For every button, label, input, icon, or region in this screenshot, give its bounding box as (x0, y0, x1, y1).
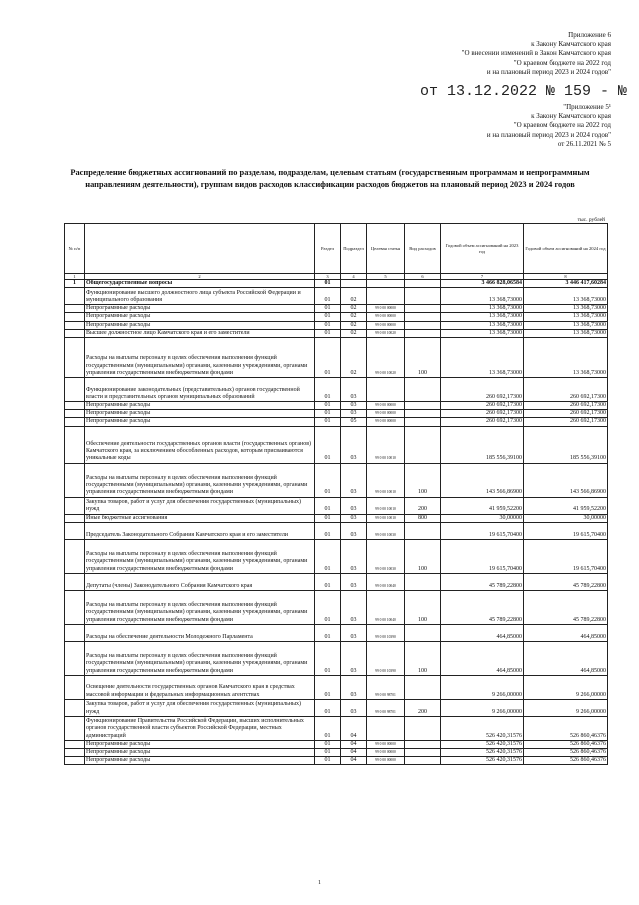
row-expense-type (405, 749, 441, 757)
row-target-article: 99 0 00 10010 (367, 514, 405, 522)
table-row (65, 497, 608, 514)
row-expense-type (405, 757, 441, 765)
row-section: 01 (315, 313, 341, 321)
table-row (65, 378, 608, 402)
row-section: 01 (315, 641, 341, 675)
row-section: 01 (315, 699, 341, 716)
row-amount-2023: 45 789,22800 (441, 573, 524, 590)
row-amount-2024: 30,00000 (524, 514, 608, 522)
row-subsection: 02 (341, 321, 367, 329)
header-line: "О краевом бюджете на 2022 год (513, 58, 611, 67)
row-name: Функционирование высшего должностного лица субъекта Российской Федерации и муниципального образования (85, 288, 315, 305)
row-subsection: 02 (341, 305, 367, 313)
row-amount-2024: 260 692,17300 (524, 418, 608, 426)
row-name: Функционирование Правительства Российской Федерации, высших исполнительных органов государственной власти субъектов Российской Федерации, местных администраций (85, 716, 315, 740)
row-name: Обеспечение деятельности государственных органов власти (государственных органов) Камчатского края, за исключением обособленных расходов, которым присваиваются уникальные коды (85, 426, 315, 463)
row-name: Депутаты (члены) Законодательного Собрания Камчатского края (85, 573, 315, 590)
appendix-sub-header (487, 103, 611, 149)
row-expense-type (405, 402, 441, 410)
table-header-row (65, 224, 608, 274)
row-target-article: 99 0 00 10390 (367, 624, 405, 641)
row-target-article: 99 0 00 00000 (367, 418, 405, 426)
row-amount-2023: 9 266,00000 (441, 699, 524, 716)
row-target-article: 99 0 00 00000 (367, 305, 405, 313)
row-expense-type: 200 (405, 497, 441, 514)
table-row (65, 338, 608, 378)
row-amount-2023: 41 959,52200 (441, 497, 524, 514)
row-section: 01 (315, 426, 341, 463)
row-number (65, 338, 85, 378)
row-expense-type (405, 321, 441, 329)
header-line: и на плановый период 2023 и 2024 годов" (486, 130, 611, 139)
budget-allocation-table (64, 223, 608, 765)
col-header-2024: Годовой объем ассигнований на 2024 год (524, 224, 608, 274)
row-expense-type (405, 740, 441, 748)
row-number (65, 410, 85, 418)
row-number (65, 573, 85, 590)
row-subsection: 05 (341, 418, 367, 426)
row-subsection: 04 (341, 757, 367, 765)
row-target-article: 99 0 00 10030 (367, 522, 405, 539)
row-amount-2024: 464,85000 (524, 624, 608, 641)
row-name: Непрограммные расходы (85, 410, 315, 418)
row-amount-2023: 13 368,73000 (441, 288, 524, 305)
row-name: Закупка товаров, работ и услуг для обеспечения государственных (муниципальных) нужд (85, 497, 315, 514)
row-amount-2024: 185 556,39100 (524, 426, 608, 463)
row-name: Расходы на выплаты персоналу в целях обеспечения выполнения функций государственными (муниципальными) органами, казенными учреждениями, органами управления государственными внебюджетными фондами (85, 338, 315, 378)
row-number (65, 740, 85, 748)
row-number (65, 522, 85, 539)
row-subsection: 03 (341, 641, 367, 675)
row-amount-2023: 9 266,00000 (441, 675, 524, 699)
row-expense-type (405, 573, 441, 590)
row-section: 01 (315, 675, 341, 699)
table-row (65, 624, 608, 641)
row-expense-type (405, 418, 441, 426)
row-amount-2024: 260 692,17300 (524, 378, 608, 402)
row-section: 01 (315, 463, 341, 497)
row-target-article: 99 0 00 10390 (367, 641, 405, 675)
row-target-article: 99 0 00 10040 (367, 590, 405, 624)
row-subsection (341, 280, 367, 288)
header-line: к Закону Камчатского края (531, 40, 611, 49)
row-subsection: 03 (341, 675, 367, 699)
row-amount-2024: 526 860,46376 (524, 740, 608, 748)
row-expense-type: 800 (405, 514, 441, 522)
row-name: Расходы на выплаты персоналу в целях обеспечения выполнения функций государственными (муниципальными) органами, казенными учреждениями, органами управления государственными внебюджетными фондами (85, 641, 315, 675)
row-expense-type (405, 675, 441, 699)
row-amount-2024: 19 615,70400 (524, 539, 608, 573)
row-target-article: 99 0 00 10010 (367, 463, 405, 497)
table-row (65, 321, 608, 329)
header-line: от 26.11.2021 № 5 (557, 139, 611, 148)
row-subsection: 03 (341, 522, 367, 539)
row-amount-2023: 260 692,17300 (441, 402, 524, 410)
row-number (65, 699, 85, 716)
row-name: Функционирование законодательных (представительных) органов государственной власти и представительных органов муниципальных образований (85, 378, 315, 402)
row-target-article: 99 0 00 00000 (367, 402, 405, 410)
row-amount-2024: 41 959,52200 (524, 497, 608, 514)
row-number (65, 418, 85, 426)
row-expense-type (405, 305, 441, 313)
row-amount-2023: 19 615,70400 (441, 539, 524, 573)
row-amount-2023: 464,85000 (441, 641, 524, 675)
row-amount-2024: 526 860,46376 (524, 749, 608, 757)
row-subsection: 03 (341, 378, 367, 402)
row-subsection: 03 (341, 539, 367, 573)
row-section: 01 (315, 716, 341, 740)
row-target-article: 99 0 00 10040 (367, 573, 405, 590)
row-amount-2023: 45 789,22800 (441, 590, 524, 624)
col-number: 3 (315, 274, 341, 280)
row-section: 01 (315, 418, 341, 426)
col-header-2023: Годовой объем ассигнований на 2023 год (441, 224, 524, 274)
units-label: тыс. рублей (577, 217, 605, 223)
row-section: 01 (315, 378, 341, 402)
row-target-article: 99 0 00 00000 (367, 757, 405, 765)
col-number: 7 (441, 274, 524, 280)
row-amount-2024: 19 615,70400 (524, 522, 608, 539)
row-expense-type (405, 624, 441, 641)
row-section: 01 (315, 757, 341, 765)
row-subsection: 04 (341, 749, 367, 757)
row-section: 01 (315, 410, 341, 418)
row-amount-2023: 526 420,31576 (441, 757, 524, 765)
table-row (65, 522, 608, 539)
row-target-article: 99 0 00 00000 (367, 749, 405, 757)
row-amount-2023: 13 368,73000 (441, 313, 524, 321)
row-amount-2023: 526 420,31576 (441, 716, 524, 740)
header-line: к Закону Камчатского края (531, 112, 611, 121)
row-expense-type (405, 410, 441, 418)
row-name: Непрограммные расходы (85, 402, 315, 410)
col-number: 2 (85, 274, 315, 280)
row-expense-type (405, 716, 441, 740)
row-amount-2024: 13 368,73000 (524, 338, 608, 378)
row-amount-2024: 143 566,86900 (524, 463, 608, 497)
appendix-header (462, 31, 611, 77)
row-subsection: 03 (341, 410, 367, 418)
col-header-section: Раздел (315, 224, 341, 274)
row-expense-type (405, 329, 441, 337)
row-target-article: 99 0 00 00000 (367, 313, 405, 321)
table-row (65, 418, 608, 426)
row-subsection: 02 (341, 313, 367, 321)
row-name: Непрограммные расходы (85, 418, 315, 426)
row-subsection: 03 (341, 573, 367, 590)
table-row (65, 757, 608, 765)
row-subsection: 03 (341, 699, 367, 716)
row-subsection: 02 (341, 288, 367, 305)
row-amount-2024: 3 446 417,60284 (524, 280, 608, 288)
row-amount-2024: 13 368,73000 (524, 321, 608, 329)
row-number (65, 402, 85, 410)
row-number (65, 321, 85, 329)
row-section: 01 (315, 329, 341, 337)
row-expense-type (405, 426, 441, 463)
row-target-article (367, 280, 405, 288)
row-subsection: 03 (341, 624, 367, 641)
row-name: Иные бюджетные ассигнования (85, 514, 315, 522)
col-header-expense-type: Вид расходов (405, 224, 441, 274)
row-section: 01 (315, 573, 341, 590)
row-name: Освещение деятельности государственных органов Камчатского края в средствах массовой информации и федеральных информационных агентствах (85, 675, 315, 699)
header-line: и на плановый период 2023 и 2024 годов" (486, 67, 611, 76)
row-name: Председатель Законодательного Собрания Камчатского края и его заместители (85, 522, 315, 539)
row-amount-2024: 13 368,73000 (524, 329, 608, 337)
row-number (65, 757, 85, 765)
col-header-name (85, 224, 315, 274)
row-amount-2023: 526 420,31576 (441, 740, 524, 748)
row-number (65, 463, 85, 497)
table-row (65, 749, 608, 757)
row-number (65, 426, 85, 463)
table-row (65, 573, 608, 590)
row-amount-2023: 3 466 828,06584 (441, 280, 524, 288)
row-amount-2023: 464,85000 (441, 624, 524, 641)
col-header-target-article: Целевая статья (367, 224, 405, 274)
col-number: 5 (367, 274, 405, 280)
row-amount-2024: 260 692,17300 (524, 410, 608, 418)
row-name: Закупка товаров, работ и услуг для обеспечения государственных (муниципальных) нужд (85, 699, 315, 716)
row-target-article: 99 0 00 98701 (367, 675, 405, 699)
row-section: 01 (315, 749, 341, 757)
law-date-number: от 13.12.2022 № 159 - № (420, 83, 628, 100)
table-row (65, 280, 608, 288)
row-number (65, 514, 85, 522)
row-name: Непрограммные расходы (85, 313, 315, 321)
row-name: Расходы на выплаты персоналу в целях обеспечения выполнения функций государственными (муниципальными) органами, казенными учреждениями, органами управления государственными внебюджетными фондами (85, 590, 315, 624)
row-amount-2024: 13 368,73000 (524, 288, 608, 305)
table-row (65, 426, 608, 463)
row-subsection: 03 (341, 402, 367, 410)
row-amount-2023: 13 368,73000 (441, 329, 524, 337)
row-expense-type (405, 313, 441, 321)
row-subsection: 04 (341, 716, 367, 740)
row-name: Непрограммные расходы (85, 305, 315, 313)
row-name: Расходы на выплаты персоналу в целях обеспечения выполнения функций государственными (муниципальными) органами, казенными учреждениями, органами управления государственными внебюджетными фондами (85, 539, 315, 573)
row-amount-2024: 526 860,46376 (524, 716, 608, 740)
row-expense-type: 100 (405, 641, 441, 675)
row-number (65, 675, 85, 699)
table-row (65, 329, 608, 337)
row-expense-type: 200 (405, 699, 441, 716)
row-section: 01 (315, 522, 341, 539)
row-amount-2023: 13 368,73000 (441, 321, 524, 329)
table-row (65, 402, 608, 410)
row-expense-type (405, 280, 441, 288)
row-subsection: 02 (341, 329, 367, 337)
table-row (65, 740, 608, 748)
row-name: Непрограммные расходы (85, 757, 315, 765)
row-amount-2023: 143 566,86900 (441, 463, 524, 497)
row-subsection: 02 (341, 338, 367, 378)
col-header-number: № п/п (65, 224, 85, 274)
row-name: Непрограммные расходы (85, 321, 315, 329)
table-row (65, 313, 608, 321)
table-row (65, 514, 608, 522)
row-section: 01 (315, 740, 341, 748)
row-target-article (367, 378, 405, 402)
table-row (65, 699, 608, 716)
row-subsection: 04 (341, 740, 367, 748)
row-number (65, 497, 85, 514)
row-number: 1 (65, 280, 85, 288)
row-expense-type (405, 378, 441, 402)
row-name: Расходы на обеспечение деятельности Молодежного Парламента (85, 624, 315, 641)
row-number (65, 641, 85, 675)
row-expense-type: 100 (405, 590, 441, 624)
row-target-article: 99 0 00 10010 (367, 426, 405, 463)
row-target-article: 99 0 00 00000 (367, 740, 405, 748)
row-amount-2023: 19 615,70400 (441, 522, 524, 539)
row-section: 01 (315, 321, 341, 329)
row-amount-2024: 45 789,22800 (524, 573, 608, 590)
page-number: 1 (318, 880, 321, 886)
row-amount-2023: 13 368,73000 (441, 338, 524, 378)
row-subsection: 03 (341, 514, 367, 522)
table-row (65, 305, 608, 313)
row-expense-type: 100 (405, 463, 441, 497)
row-target-article: 99 0 00 10030 (367, 539, 405, 573)
row-subsection: 03 (341, 497, 367, 514)
col-number: 1 (65, 274, 85, 280)
row-number (65, 378, 85, 402)
row-number (65, 329, 85, 337)
row-name: Общегосударственные вопросы (85, 280, 315, 288)
table-row (65, 410, 608, 418)
row-number (65, 288, 85, 305)
header-line: "О внесении изменений в Закон Камчатского края (461, 49, 611, 58)
row-target-article: 99 0 00 98701 (367, 699, 405, 716)
row-number (65, 749, 85, 757)
row-amount-2024: 464,85000 (524, 641, 608, 675)
row-expense-type (405, 522, 441, 539)
row-number (65, 539, 85, 573)
row-section: 01 (315, 402, 341, 410)
table-row (65, 463, 608, 497)
row-section: 01 (315, 514, 341, 522)
col-number: 6 (405, 274, 441, 280)
row-name: Непрограммные расходы (85, 749, 315, 757)
col-number: 8 (524, 274, 608, 280)
row-section: 01 (315, 497, 341, 514)
row-target-article: 99 0 00 10020 (367, 329, 405, 337)
document-title: Распределение бюджетных ассигнований по разделам, подразделам, целевым статьям (государственным программам и непрограммным направлениям деятельности), группам видов расходов классификации расходов бюджетов на плановый период 2023 и 2024 годов (70, 168, 590, 189)
row-section: 01 (315, 288, 341, 305)
row-number (65, 590, 85, 624)
row-expense-type: 100 (405, 338, 441, 378)
table-row (65, 539, 608, 573)
row-number (65, 716, 85, 740)
col-header-subsection: Подраздел (341, 224, 367, 274)
row-target-article (367, 288, 405, 305)
row-section: 01 (315, 305, 341, 313)
row-amount-2023: 260 692,17300 (441, 418, 524, 426)
row-target-article: 99 0 00 10020 (367, 338, 405, 378)
row-name: Высшее должностное лицо Камчатского края и его заместители (85, 329, 315, 337)
row-amount-2024: 13 368,73000 (524, 305, 608, 313)
table-row (65, 590, 608, 624)
row-amount-2024: 45 789,22800 (524, 590, 608, 624)
row-number (65, 624, 85, 641)
row-section: 01 (315, 280, 341, 288)
row-amount-2024: 260 692,17300 (524, 402, 608, 410)
row-amount-2024: 9 266,00000 (524, 699, 608, 716)
row-expense-type (405, 288, 441, 305)
table-row (65, 675, 608, 699)
row-subsection: 03 (341, 590, 367, 624)
header-line: "Приложение 5¹ (563, 103, 611, 111)
row-name: Непрограммные расходы (85, 740, 315, 748)
col-number: 4 (341, 274, 367, 280)
header-line: "О краевом бюджете на 2022 год (513, 121, 611, 130)
row-subsection: 03 (341, 463, 367, 497)
row-amount-2023: 185 556,39100 (441, 426, 524, 463)
row-amount-2023: 260 692,17300 (441, 410, 524, 418)
row-subsection: 03 (341, 426, 367, 463)
row-amount-2023: 260 692,17300 (441, 378, 524, 402)
row-name: Расходы на выплаты персоналу в целях обеспечения выполнения функций государственными (муниципальными) органами, казенными учреждениями, органами управления государственными внебюджетными фондами (85, 463, 315, 497)
row-amount-2024: 9 266,00000 (524, 675, 608, 699)
row-expense-type: 100 (405, 539, 441, 573)
row-target-article (367, 716, 405, 740)
table-row (65, 716, 608, 740)
header-line: Приложение 6 (568, 31, 611, 39)
row-section: 01 (315, 590, 341, 624)
row-target-article: 99 0 00 10010 (367, 497, 405, 514)
row-target-article: 99 0 00 00000 (367, 321, 405, 329)
row-section: 01 (315, 624, 341, 641)
row-target-article: 99 0 00 00000 (367, 410, 405, 418)
row-section: 01 (315, 338, 341, 378)
row-amount-2024: 13 368,73000 (524, 313, 608, 321)
table-row (65, 641, 608, 675)
row-section: 01 (315, 539, 341, 573)
row-number (65, 313, 85, 321)
table-row (65, 288, 608, 305)
row-amount-2024: 526 860,46376 (524, 757, 608, 765)
row-amount-2023: 13 368,73000 (441, 305, 524, 313)
row-amount-2023: 30,00000 (441, 514, 524, 522)
row-number (65, 305, 85, 313)
row-amount-2023: 526 420,31576 (441, 749, 524, 757)
